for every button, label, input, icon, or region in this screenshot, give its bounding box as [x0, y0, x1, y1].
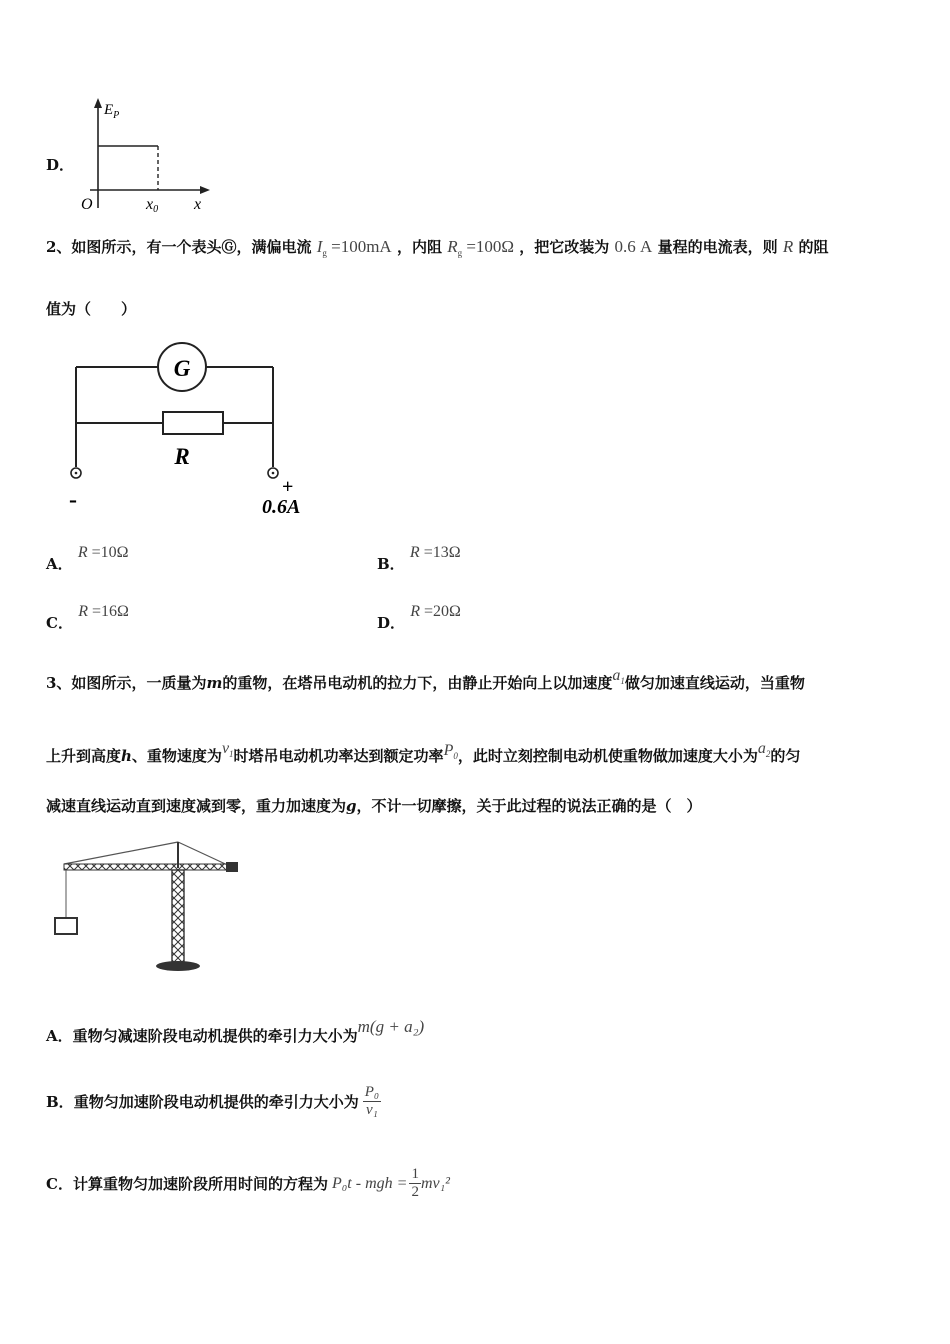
- q3-option-c: C． 计算重物匀加速阶段所用时间的方程为 P₀t - mgh = $\frac{1}{2}$ mv₁²: [46, 1166, 450, 1200]
- q3-option-b: B． 重物匀加速阶段电动机提供的牵引力大小为 $\frac{\text{P₀}}{\text{v₁}}$: [46, 1084, 380, 1118]
- ep-x-label: x: [194, 196, 202, 213]
- option-label-prev-d: D．: [46, 156, 75, 174]
- q3-option-b-fraction: $\frac{\text{P₀}}{\text{v₁}}$: [364, 1084, 380, 1118]
- ep-graph: [76, 96, 216, 218]
- q2-option-d: D． R =20Ω: [377, 603, 461, 632]
- plus-label: +: [282, 476, 294, 498]
- q2-range: 0.6 A: [614, 237, 653, 256]
- ep-x-arrow: [200, 186, 210, 194]
- q3-stem-line1: 3、如图所示，一质量为m的重物，在塔吊电动机的拉力下，由静止开始向上以加速度$a_1$做匀加速直线运动，当重物: [46, 667, 805, 692]
- q2-option-a-formula: R =10Ω: [77, 544, 129, 561]
- ep-y-label: $E_P$: [104, 102, 120, 121]
- minus-label: -: [69, 487, 77, 513]
- q3-stem-line3: 减速直线运动直到速度减到零，重力加速度为g，不计一切摩擦，关于此过程的说法正确的是（ ）: [46, 797, 702, 815]
- q2-stem-line2: 值为（ ）: [46, 300, 137, 318]
- q2-stem-line1: [46, 236, 828, 257]
- ep-y-arrow: [94, 98, 102, 108]
- q2-option-a: A． R =10Ω: [46, 544, 129, 573]
- q2-text-e: 的阻: [798, 238, 829, 256]
- ep-origin-label: O: [81, 196, 93, 213]
- q2-r-symbol: R: [782, 237, 794, 256]
- q2-option-b-formula: R =13Ω: [409, 544, 461, 561]
- q2-text-c: ，把它改装为: [519, 238, 610, 256]
- q3-option-c-rhs: mv₁²: [420, 1174, 450, 1192]
- q3-stem-line2: 上升到高度h、重物速度为$v_1$时塔吊电动机功率达到额定功率$P_0$，此时立刻控制电动机使重物做加速度大小为$a_2$的匀: [46, 740, 801, 765]
- q2-text-a: 2、如图所示，有一个表头Ⓖ，满偏电流: [46, 238, 312, 256]
- q2-option-b: B． R =13Ω: [377, 544, 461, 573]
- q3-option-a: A．重物匀减速阶段电动机提供的牵引力大小为m(g + a₂): [46, 1017, 425, 1045]
- q2-text-b: ，内阻: [396, 238, 442, 256]
- range-label: 0.6A: [262, 496, 301, 518]
- q3-option-c-half: $\frac{1}{2}$: [411, 1166, 419, 1200]
- q2-ig-formula: $I_g =100mA$: [316, 237, 392, 258]
- q3-v1: $v_1$: [221, 740, 234, 759]
- q3-a1: $a_1$: [612, 667, 625, 686]
- resistor-label: R: [174, 444, 190, 469]
- resistor-symbol: [163, 412, 223, 434]
- ep-x0-label: x0: [146, 196, 159, 215]
- q3-p0: $P_0$: [443, 742, 458, 761]
- tower-crane-illustration: [50, 838, 245, 976]
- q2-rg-formula: $R_g =100\Omega$: [447, 237, 515, 258]
- circuit-diagram: [60, 335, 330, 520]
- q3-a2: $a_2$: [757, 740, 771, 759]
- q2-option-d-formula: R =20Ω: [410, 603, 461, 620]
- q2-option-c: C． R =16Ω: [46, 603, 129, 632]
- galvanometer-label: G: [173, 356, 191, 381]
- q3-option-c-lhs: P₀t - mgh =: [331, 1174, 408, 1192]
- q2-option-c-formula: R =16Ω: [78, 603, 129, 620]
- q2-text-d: 量程的电流表，则: [657, 238, 778, 256]
- q3-option-a-formula: m(g + a₂): [357, 1017, 425, 1036]
